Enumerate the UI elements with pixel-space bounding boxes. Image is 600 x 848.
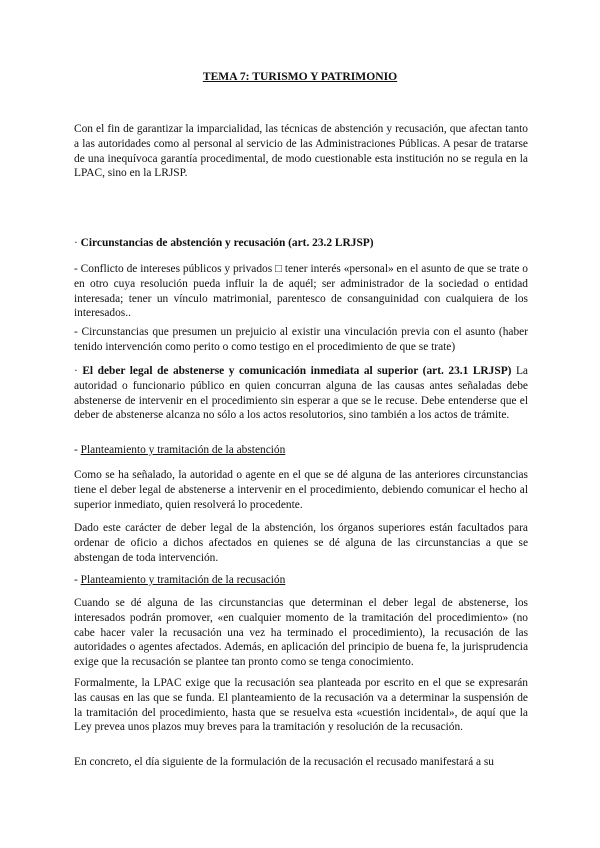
heading-prefix: - — [74, 444, 81, 456]
bullet: · — [74, 365, 78, 377]
bullet: · — [74, 237, 78, 249]
heading-text: Circunstancias de abstención y recusación (art. 23.2 LRJSP) — [80, 237, 374, 249]
heading-text: El deber legal de abstenerse y comunicación inmediata al superior (art. 23.1 LRJSP) — [82, 365, 512, 377]
heading-text: Planteamiento y tramitación de la recusación — [80, 574, 286, 586]
recusacion-paragraph-2: Formalmente, la LPAC exige que la recusación sea planteada por escrito en el que se expresarán las causas en las que se funda. El planteamiento de la recusación va a determinar la suspensión de la tramitación del procedimiento, hasta que se resuelva esta «cuestión incidental», de aquí que la Ley prevea unos plazos muy breves para la tramitación y resolución de la recusación. — [74, 677, 528, 734]
recusacion-paragraph-3: En concreto, el día siguiente de la formulación de la recusación el recusado manifestará a su — [74, 756, 495, 768]
section-heading-circunstancias — [74, 236, 528, 251]
abstencion-paragraph-2: Dado este carácter de deber legal de la abstención, los órganos superiores están facultados para ordenar de oficio a dichos afectados en quienes se dé alguna de las circunstancias a que se abstengan de toda intervención. — [74, 522, 528, 564]
section-heading-recusacion — [74, 573, 528, 588]
section-heading-abstencion — [74, 443, 528, 458]
deber-legal-paragraph — [74, 364, 528, 423]
page-title: TEMA 7: TURISMO Y PATRIMONIO — [202, 70, 398, 83]
list-item-prejuicio: - Circunstancias que presumen un prejuicio al existir una vinculación previa con el asunto (haber tenido intervención como perito o como testigo en el procedimiento de que se trate) — [74, 326, 528, 353]
abstencion-paragraph-1: Como se ha señalado, la autoridad o agente en el que se dé alguna de las anteriores circunstancias tiene el deber legal de abstenerse a intervenir en el procedimiento, debiendo comunicar el hecho al superior inmediato, quien resolverá lo procedente. — [74, 469, 528, 511]
heading-prefix: - — [74, 574, 81, 586]
recusacion-paragraph-1: Cuando se dé alguna de las circunstancias que determinan el deber legal de abstenerse, los interesados podrán promover, «en cualquier momento de la tramitación del procedimiento» (no cabe hacer valer la recusación una vez ha terminado el procedimiento), la recusación de las autoridades o agentes afectados. Además, en aplicación del principio de buena fe, la jurisprudencia exige que la recusación se plantee tan pronto como se tenga conocimiento. — [74, 597, 528, 669]
heading-text: Planteamiento y tramitación de la abstención — [80, 444, 286, 456]
paragraph-text: La autoridad o funcionario público en quien concurran alguna de las causas antes señaladas debe abstenerse de intervenir en el procedimiento sin esperar a que se le recuse. Debe entenderse que el deber de abstenerse alcanza no sólo a los actos resolutorios, sino también a los actos de trámite. — [74, 365, 528, 422]
list-item-conflicto: - Conflicto de intereses públicos y privados □ tener interés «personal» en el asunto de que se trate o en otro cuya resolución pueda influir la de aquél; ser administrador de la sociedad o entidad interesada; tener un vínculo matrimonial, parentesco de consanguinidad con cualquiera de los interesados.. — [74, 263, 528, 320]
intro-paragraph: Con el fin de garantizar la imparcialidad, las técnicas de abstención y recusación, que afectan tanto a las autoridades como al personal al servicio de las Administraciones Públicas. A pesar de tratarse de una inequívoca garantía procedimental, de modo cuestionable esta institución no se regula en la LPAC, sino en la LRJSP. — [74, 123, 528, 180]
